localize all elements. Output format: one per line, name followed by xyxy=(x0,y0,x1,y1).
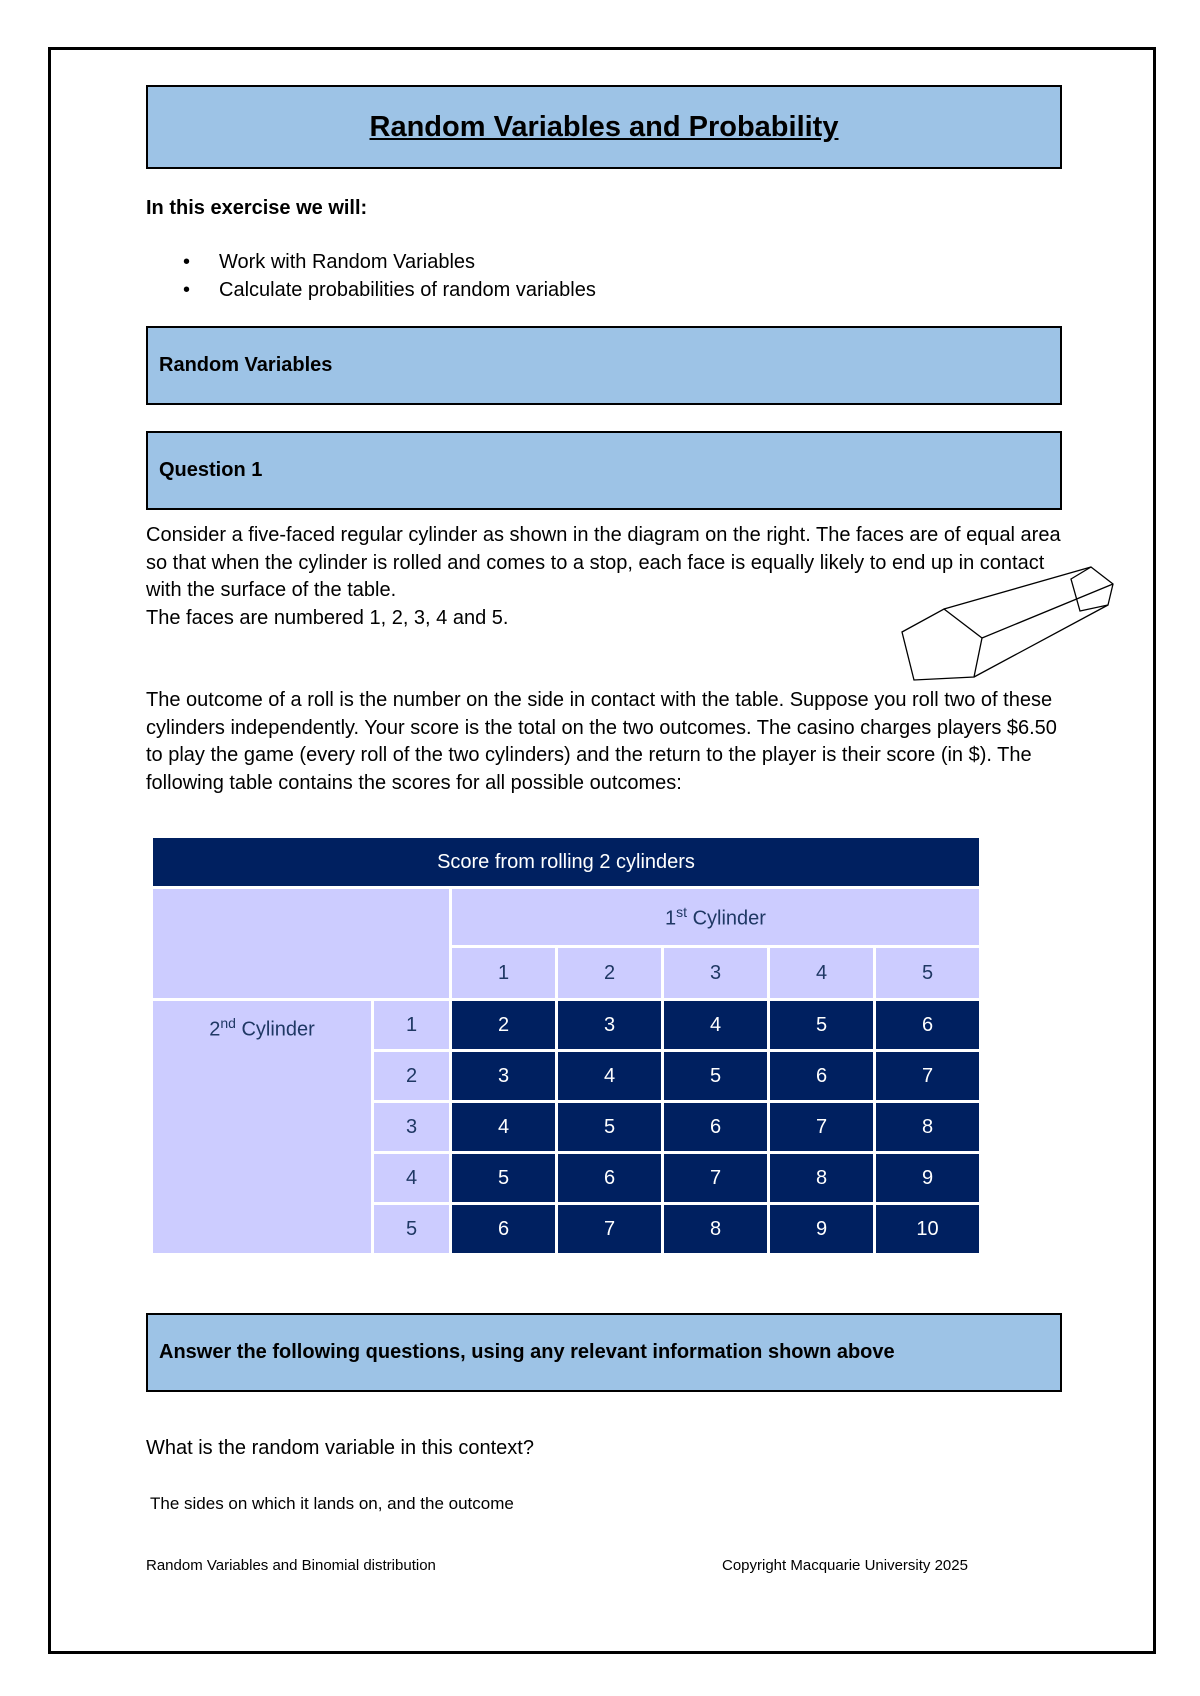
question-text: What is the random variable in this context? xyxy=(146,1437,534,1459)
section-question-1 xyxy=(146,431,1062,510)
score-cell: 3 xyxy=(452,1052,555,1100)
row-label: 1 xyxy=(374,1001,449,1049)
section-title: Random Variables xyxy=(159,354,333,376)
score-cell: 5 xyxy=(770,1001,873,1049)
score-cell: 5 xyxy=(452,1154,555,1202)
score-cell: 3 xyxy=(558,1001,661,1049)
column-label: 3 xyxy=(664,948,767,998)
score-cell: 5 xyxy=(558,1103,661,1151)
score-cell: 6 xyxy=(664,1103,767,1151)
score-cell: 7 xyxy=(558,1205,661,1253)
row-header-second-cylinder: 2nd Cylinder xyxy=(153,1001,371,1253)
question-paragraph: The outcome of a roll is the number on the side in contact with the table. Suppose you roll two of these cylinders independently. Your score is the total on the two outcomes. The casino charges players $6.50 to play the game (every roll of the two cylinders) and the return to the player is their score (in $). The following table contains the scores for all possible outcomes: xyxy=(146,689,1057,794)
paragraph-text: The faces are numbered 1, 2, 3, 4 and 5. xyxy=(146,606,509,629)
score-table xyxy=(150,835,982,1256)
score-cell: 7 xyxy=(876,1052,979,1100)
score-cell: 9 xyxy=(770,1205,873,1253)
column-label: 2 xyxy=(558,948,661,998)
pentagonal-cylinder-icon xyxy=(898,562,1118,687)
column-label: 4 xyxy=(770,948,873,998)
table-corner xyxy=(153,889,449,998)
score-cell: 9 xyxy=(876,1154,979,1202)
bullet-item: • Work with Random Variables xyxy=(146,248,596,276)
row-label: 4 xyxy=(374,1154,449,1202)
score-cell: 5 xyxy=(664,1052,767,1100)
page-title: Random Variables and Probability xyxy=(369,110,839,143)
footer-title: Random Variables and Binomial distribution xyxy=(146,1557,436,1574)
table-row xyxy=(153,1001,979,1049)
column-label: 5 xyxy=(876,948,979,998)
intro-heading: In this exercise we will: xyxy=(146,197,368,219)
bullet-item: • Calculate probabilities of random variables xyxy=(146,276,596,304)
column-label: 1 xyxy=(452,948,555,998)
answer-text: The sides on which it lands on, and the outcome xyxy=(150,1494,514,1513)
score-cell: 8 xyxy=(664,1205,767,1253)
score-cell: 4 xyxy=(452,1103,555,1151)
paragraph-text: Consider a five-faced regular cylinder as shown in the diagram on the right. The faces are of equal area so that when the cylinder is rolled and comes to a stop, each face is equally likely to end up in contact with the surface of the table. xyxy=(146,524,1061,601)
score-cell: 6 xyxy=(876,1001,979,1049)
section-title: Question 1 xyxy=(159,459,263,481)
section-random-variables xyxy=(146,326,1062,405)
score-cell: 6 xyxy=(558,1154,661,1202)
footer-copyright: Copyright Macquarie University 2025 xyxy=(722,1557,968,1574)
score-cell: 2 xyxy=(452,1001,555,1049)
section-title: Answer the following questions, using any relevant information shown above xyxy=(159,1341,895,1363)
section-answer-prompt xyxy=(146,1313,1062,1392)
score-cell: 4 xyxy=(664,1001,767,1049)
row-label: 5 xyxy=(374,1205,449,1253)
score-cell: 7 xyxy=(664,1154,767,1202)
row-label: 3 xyxy=(374,1103,449,1151)
score-cell: 6 xyxy=(770,1052,873,1100)
column-header-first-cylinder: 1st Cylinder xyxy=(452,889,979,945)
score-cell: 6 xyxy=(452,1205,555,1253)
score-cell: 8 xyxy=(876,1103,979,1151)
row-label: 2 xyxy=(374,1052,449,1100)
intro-bullet-list xyxy=(146,248,596,304)
title-banner xyxy=(146,85,1062,169)
score-cell: 4 xyxy=(558,1052,661,1100)
score-cell: 8 xyxy=(770,1154,873,1202)
score-cell: 7 xyxy=(770,1103,873,1151)
table-caption: Score from rolling 2 cylinders xyxy=(153,838,979,886)
score-cell: 10 xyxy=(876,1205,979,1253)
